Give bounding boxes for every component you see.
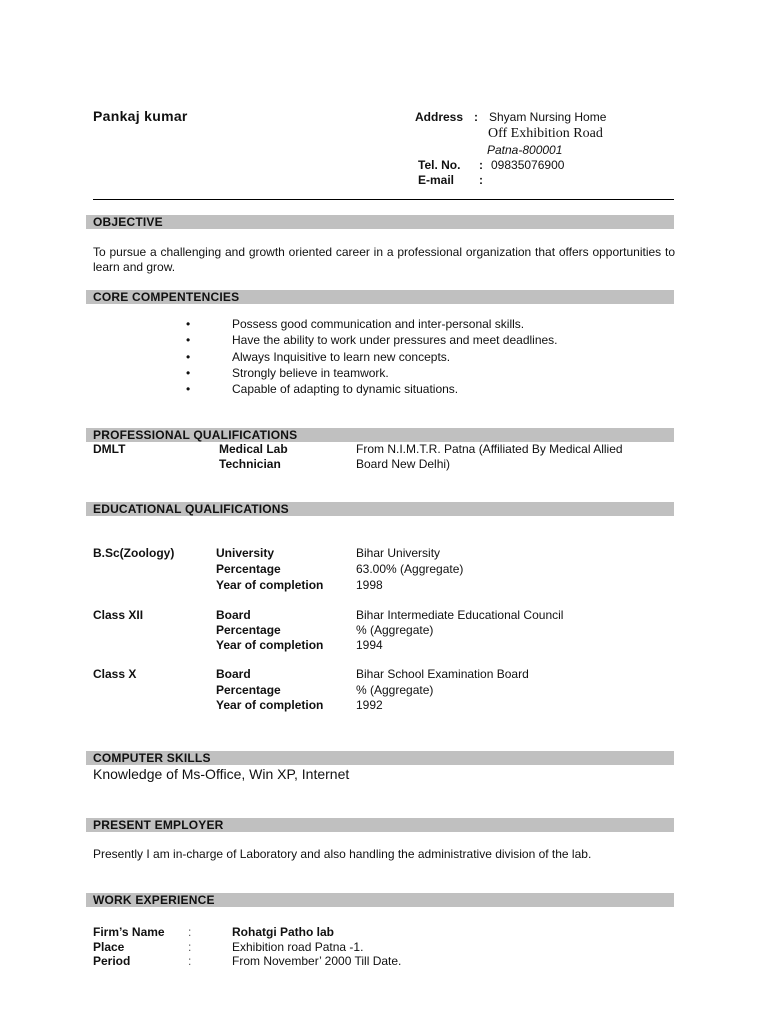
bullet-icon: • [186,349,191,364]
core-competencies-heading: CORE COMPENTENCIES [86,290,674,304]
address-separator: : [474,110,478,124]
address-line-1: Shyam Nursing Home [489,110,607,124]
field-value: 1998 [356,578,383,592]
field-value: % (Aggregate) [356,683,434,697]
firm-name-label: Firm’s Name [93,925,165,939]
bullet-icon: • [186,317,191,331]
professional-title-line-2: Technician [219,457,281,471]
firm-name-separator: : [188,925,192,939]
educational-qualifications-heading: EDUCATIONAL QUALIFICATIONS [86,502,674,516]
field-label: Percentage [216,562,281,576]
present-employer-text: Presently I am in-charge of Laboratory and also handling the administrative division of the lab. [93,847,592,861]
period-value: From November’ 2000 Till Date. [232,954,402,968]
field-value: Bihar Intermediate Educational Council [356,608,564,622]
field-value: 63.00% (Aggregate) [356,562,464,576]
present-employer-heading: PRESENT EMPLOYER [86,818,674,832]
objective-text: To pursue a challenging and growth oriented career in a professional organization that offers opportunities to learn and grow. [93,245,675,274]
field-label: Board [216,667,251,681]
field-label: Year of completion [216,698,324,712]
field-value: 1994 [356,638,383,652]
computer-skills-heading: COMPUTER SKILLS [86,751,674,765]
address-label: Address [415,110,464,124]
field-value: 1992 [356,698,383,712]
address-line-2: Off Exhibition Road [488,126,603,141]
place-value: Exhibition road Patna -1. [232,940,364,954]
competency-text: Possess good communication and inter-personal skills. [232,317,525,331]
header-divider [93,199,674,200]
tel-value: 09835076900 [491,158,565,172]
degree-name: Class X [93,667,137,681]
place-label: Place [93,940,125,954]
professional-qualifications-heading: PROFESSIONAL QUALIFICATIONS [86,428,674,442]
address-line-3: Patna-800001 [487,143,563,157]
field-label: Year of completion [216,578,324,592]
field-label: Year of completion [216,638,324,652]
competency-text: Always Inquisitive to learn new concepts. [232,349,451,364]
candidate-name: Pankaj kumar [93,108,188,124]
field-label: Percentage [216,683,281,697]
computer-skills-text: Knowledge of Ms-Office, Win XP, Internet [93,766,350,782]
field-label: Board [216,608,251,622]
field-value: Bihar University [356,546,441,560]
period-label: Period [93,954,131,968]
objective-heading: OBJECTIVE [86,215,674,229]
bullet-icon: • [186,333,191,348]
bullet-icon: • [186,382,191,397]
tel-separator: : [479,158,483,172]
competency-text: Strongly believe in teamwork. [232,365,389,380]
email-separator: : [479,173,483,187]
degree-name: Class XII [93,608,144,622]
work-experience-heading: WORK EXPERIENCE [86,893,674,907]
field-value: Bihar School Examination Board [356,667,529,681]
field-value: % (Aggregate) [356,623,434,637]
professional-desc-line-1: From N.I.M.T.R. Patna (Affiliated By Medical Allied [356,442,623,456]
field-label: University [216,546,275,560]
professional-course: DMLT [93,442,126,456]
period-separator: : [188,954,192,968]
place-separator: : [188,940,192,954]
degree-name: B.Sc(Zoology) [93,546,175,560]
competency-text: Capable of adapting to dynamic situations. [232,382,459,397]
tel-label: Tel. No. [418,158,461,172]
professional-title-line-1: Medical Lab [219,442,288,456]
professional-desc-line-2: Board New Delhi) [356,457,451,471]
competency-text: Have the ability to work under pressures and meet deadlines. [232,333,558,348]
field-label: Percentage [216,623,281,637]
bullet-icon: • [186,365,191,380]
email-label: E-mail [418,173,455,187]
firm-name-value: Rohatgi Patho lab [232,925,334,939]
